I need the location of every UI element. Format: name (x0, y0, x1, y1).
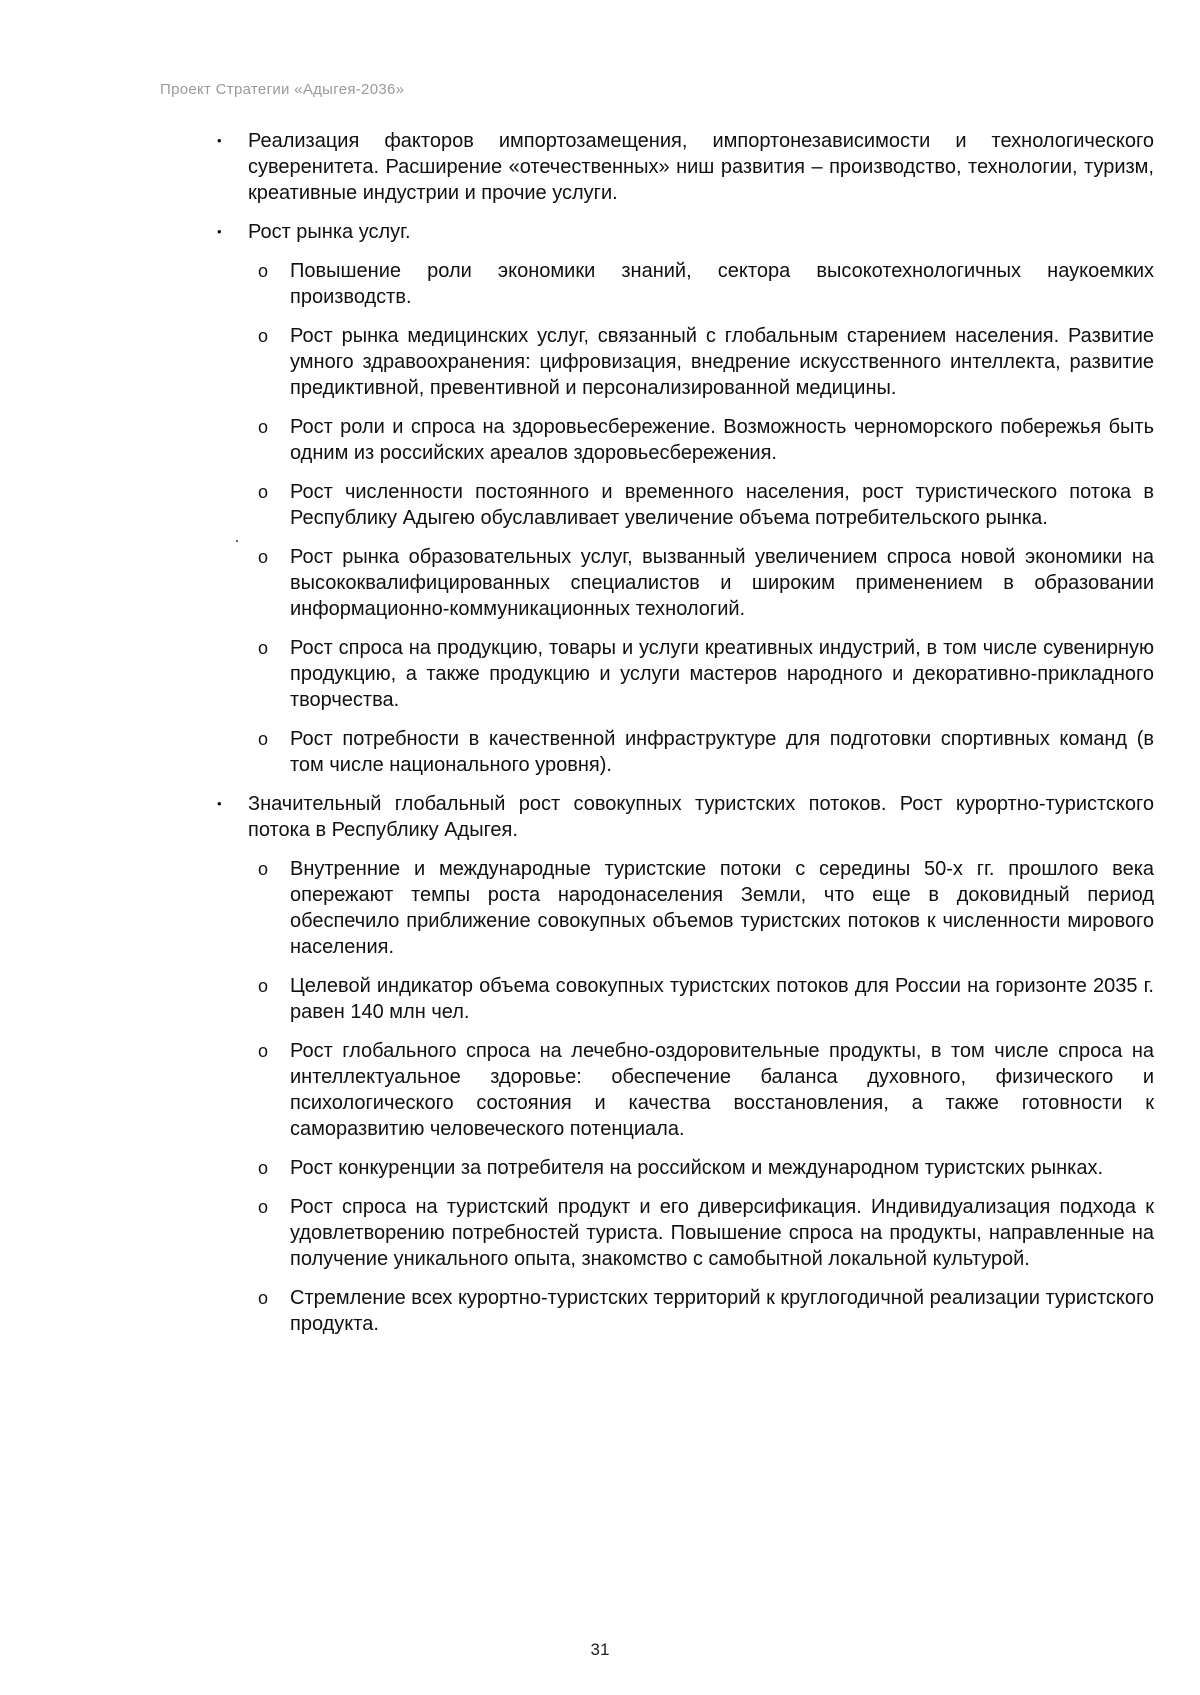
circle-bullet-icon: o (258, 859, 269, 879)
sublist-item-text: Рост потребности в качественной инфраструктуре для подготовки спортивных команд (в том числе национального уровня). (290, 728, 1154, 776)
list-item-text: Значительный глобальный рост совокупных туристских потоков. Рост курортно-туристского потока в Республику Адыгея. (248, 793, 1154, 841)
sublist-item-text: Рост глобального спроса на лечебно-оздоровительные продукты, в том числе спроса на интеллектуальное здоровье: обеспечение баланса духовного, физического и психологического состояния и качества восстановления, а также готовности к саморазвитию человеческого потенциала. (290, 1040, 1154, 1140)
circle-bullet-icon: o (258, 1041, 269, 1061)
sublist-item-text: Целевой индикатор объема совокупных туристских потоков для России на горизонте 2035 г. равен 140 млн чел. (290, 975, 1154, 1023)
sublist-item-text: Рост рынка образовательных услуг, вызванный увеличением спроса новой экономики на высококвалифицированных специалистов и широким применением в образовании информационно-коммуникационных технологий. (290, 546, 1154, 620)
circle-bullet-icon: o (258, 976, 269, 996)
sublist-item (205, 1155, 1154, 1181)
sublist-item (205, 323, 1154, 401)
bullet-icon: • (217, 133, 222, 148)
circle-bullet-icon: o (258, 417, 269, 437)
list-item (205, 128, 1154, 206)
sublist-item (205, 973, 1154, 1025)
sublist-item (205, 726, 1154, 778)
circle-bullet-icon: o (258, 482, 269, 502)
bullet-icon: • (217, 224, 222, 239)
list-item (205, 791, 1154, 1337)
sublist-item (205, 635, 1154, 713)
sublist-item (205, 1285, 1154, 1337)
sublist (205, 856, 1154, 1337)
sublist-item (205, 544, 1154, 622)
sublist-item-text: Рост спроса на продукцию, товары и услуги креативных индустрий, в том числе сувенирную продукцию, а также продукцию и услуги мастеров народного и декоративно-прикладного творчества. (290, 637, 1154, 711)
sublist (205, 258, 1154, 778)
circle-bullet-icon: o (258, 326, 269, 346)
sublist-item (205, 414, 1154, 466)
sublist-item-text: Рост рынка медицинских услуг, связанный с глобальным старением населения. Развитие умного здравоохранения: цифровизация, внедрение искусственного интеллекта, развитие предиктивной, превентивной и персонализированной медицины. (290, 325, 1154, 399)
circle-bullet-icon: o (258, 261, 269, 281)
list-item-text: Рост рынка услуг. (248, 221, 411, 243)
sublist-item-text: Рост конкуренции за потребителя на российском и международном туристских рынках. (290, 1157, 1104, 1179)
sublist-item (205, 856, 1154, 960)
sublist-item (205, 1038, 1154, 1142)
circle-bullet-icon: o (258, 638, 269, 658)
bullet-icon: • (217, 796, 222, 811)
sublist-item-text: Рост численности постоянного и временного населения, рост туристического потока в Республику Адыгею обуславливает увеличение объема потребительского рынка. (290, 481, 1154, 529)
sublist-item-text: Стремление всех курортно-туристских территорий к круглогодичной реализации туристского продукта. (290, 1287, 1154, 1335)
circle-bullet-icon: o (258, 1158, 269, 1178)
circle-bullet-icon: o (258, 729, 269, 749)
circle-bullet-icon: o (258, 547, 269, 567)
circle-bullet-icon: o (258, 1197, 269, 1217)
sublist-item (205, 479, 1154, 531)
sublist-item-text: Рост спроса на туристский продукт и его диверсификация. Индивидуализация подхода к удовлетворению потребностей туриста. Повышение спроса на продукты, направленные на получение уникального опыта, знакомство с самобытной локальной культурой. (290, 1196, 1154, 1270)
sublist-item (205, 258, 1154, 310)
sublist-item-text: Рост роли и спроса на здоровьесбережение. Возможность черноморского побережья быть одним из российских ареалов здоровьесбережения. (290, 416, 1154, 464)
scan-artifact (236, 540, 238, 542)
list-item-text: Реализация факторов импортозамещения, импортонезависимости и технологического суверенитета. Расширение «отечественных» ниш развития – производство, технологии, туризм, креативные индустрии и прочие услуги. (248, 130, 1154, 204)
circle-bullet-icon: o (258, 1288, 269, 1308)
page-number: 31 (590, 1640, 610, 1659)
sublist-item-text: Внутренние и международные туристские потоки с середины 50-х гг. прошлого века опережают темпы роста народонаселения Земли, что еще в доковидный период обеспечило приближение совокупных объемов туристских потоков к численности мирового населения. (290, 858, 1154, 958)
sublist-item (205, 1194, 1154, 1272)
running-header: Проект Стратегии «Адыгея-2036» (160, 81, 405, 98)
document-body (205, 128, 1154, 1350)
sublist-item-text: Повышение роли экономики знаний, сектора высокотехнологичных наукоемких производств. (290, 260, 1154, 308)
list-item (205, 219, 1154, 778)
